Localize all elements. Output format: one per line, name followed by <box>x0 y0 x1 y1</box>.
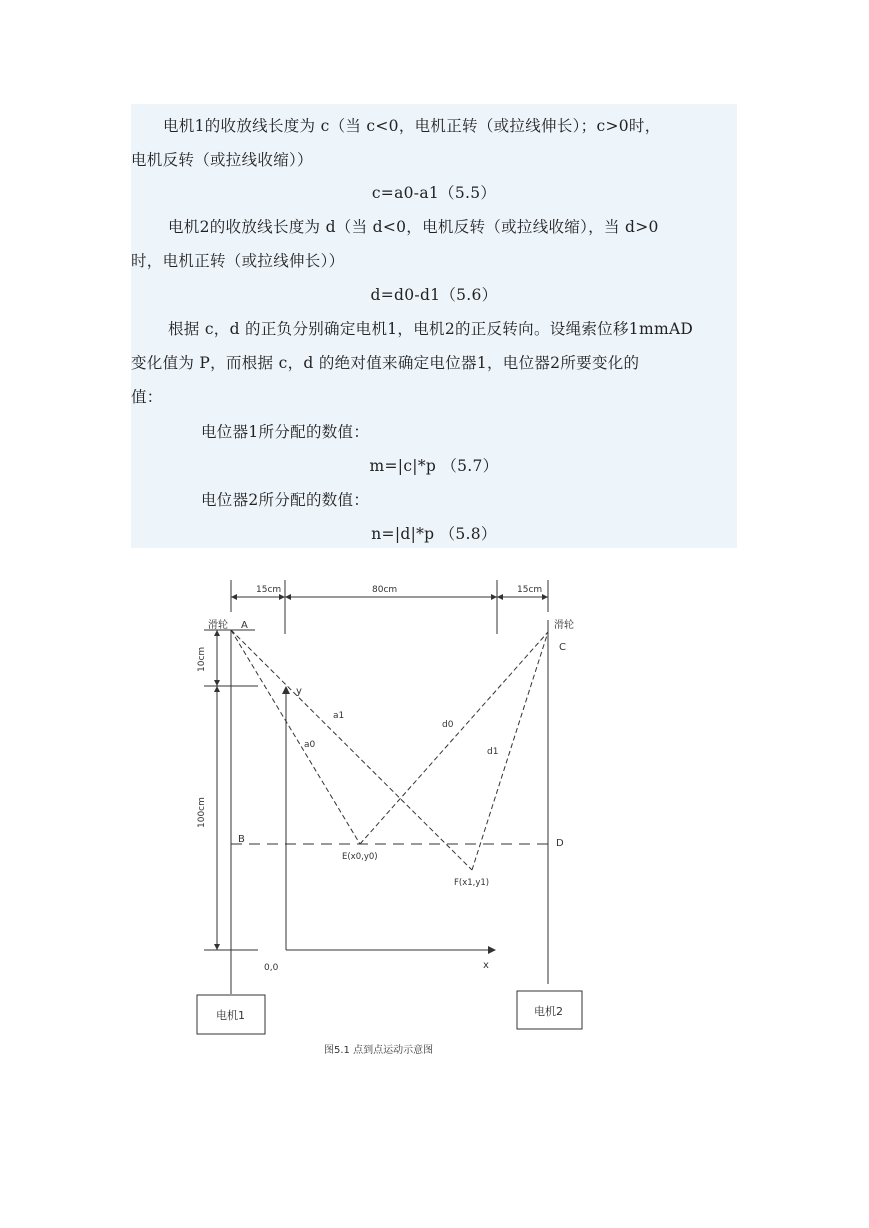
text-block <box>131 104 737 548</box>
arrow-dim-4 <box>491 594 497 600</box>
paragraph-1-line-1: 电机1的收放线长度为 c（当 c<0，电机正转（或拉线伸长）；c>0时， <box>163 117 661 135</box>
arrow-dim-6 <box>542 594 548 600</box>
label-x: x <box>483 960 489 971</box>
label-origin: 0,0 <box>264 963 279 973</box>
dim-vertical-top-label: 10cm <box>197 646 207 672</box>
label-potentiometer-2: 电位器2所分配的数值： <box>201 491 370 509</box>
paragraph-3-line-1: 根据 c，d 的正负分别确定电机1，电机2的正反转向。设绳索位移1mmAD <box>168 320 694 338</box>
label-a1: a1 <box>333 711 345 721</box>
label-d1: d1 <box>487 747 499 757</box>
label-C: C <box>559 642 566 653</box>
equation-5-8: n=|d|*p （5.8） <box>371 525 497 543</box>
dim-right-label: 15cm <box>517 585 543 595</box>
arrow-vdim-4 <box>214 944 220 950</box>
label-A: A <box>241 620 248 631</box>
label-B: B <box>238 834 245 845</box>
arrow-vdim-2 <box>214 680 220 686</box>
label-point-F: F(x1,y1) <box>454 878 490 888</box>
arrow-dim-5 <box>497 594 503 600</box>
paragraph-2-line-1: 电机2的收放线长度为 d（当 d<0，电机反转（或拉线收缩），当 d>0 <box>168 218 659 236</box>
label-d0: d0 <box>442 720 454 730</box>
motion-diagram <box>190 572 610 1072</box>
pulley-left-label: 滑轮 <box>208 620 228 631</box>
label-point-E: E(x0,y0) <box>342 852 378 862</box>
label-potentiometer-1: 电位器1所分配的数值： <box>201 423 370 441</box>
x-axis-arrow <box>488 946 496 954</box>
arrow-dim-1 <box>231 594 237 600</box>
motion-diagram-figure <box>190 572 610 1072</box>
label-D: D <box>556 838 564 849</box>
figure-caption: 图5.1 点到点运动示意图 <box>324 1045 434 1056</box>
paragraph-2-line-2: 时，电机正转（或拉线伸长）） <box>131 252 345 270</box>
dim-middle-label: 80cm <box>372 585 398 595</box>
equation-5-5: c=a0-a1（5.5） <box>371 184 497 202</box>
motor-2-label: 电机2 <box>534 1005 563 1018</box>
dim-left-label: 15cm <box>256 585 282 595</box>
arrow-vdim-3 <box>214 686 220 692</box>
motor-1-label: 电机1 <box>216 1009 245 1022</box>
equation-5-7: m=|c|*p （5.7） <box>369 457 499 475</box>
pulley-right-label: 滑轮 <box>554 620 574 631</box>
equation-5-6: d=d0-d1（5.6） <box>370 286 498 304</box>
cable-a0 <box>231 630 360 844</box>
paragraph-1-line-2: 电机反转（或拉线收缩）） <box>131 151 313 169</box>
cable-d1 <box>472 632 548 870</box>
label-a0: a0 <box>304 740 316 750</box>
paragraph-3-line-2: 变化值为 P，而根据 c，d 的绝对值来确定电位器1，电位器2所要变化的 <box>131 354 640 372</box>
cable-d0 <box>360 632 548 844</box>
label-y: y <box>296 686 302 697</box>
paragraph-3-line-3: 值： <box>131 388 163 406</box>
arrow-dim-3 <box>285 594 291 600</box>
cable-a1 <box>231 630 472 870</box>
dim-vertical-main-label: 100cm <box>197 797 207 828</box>
